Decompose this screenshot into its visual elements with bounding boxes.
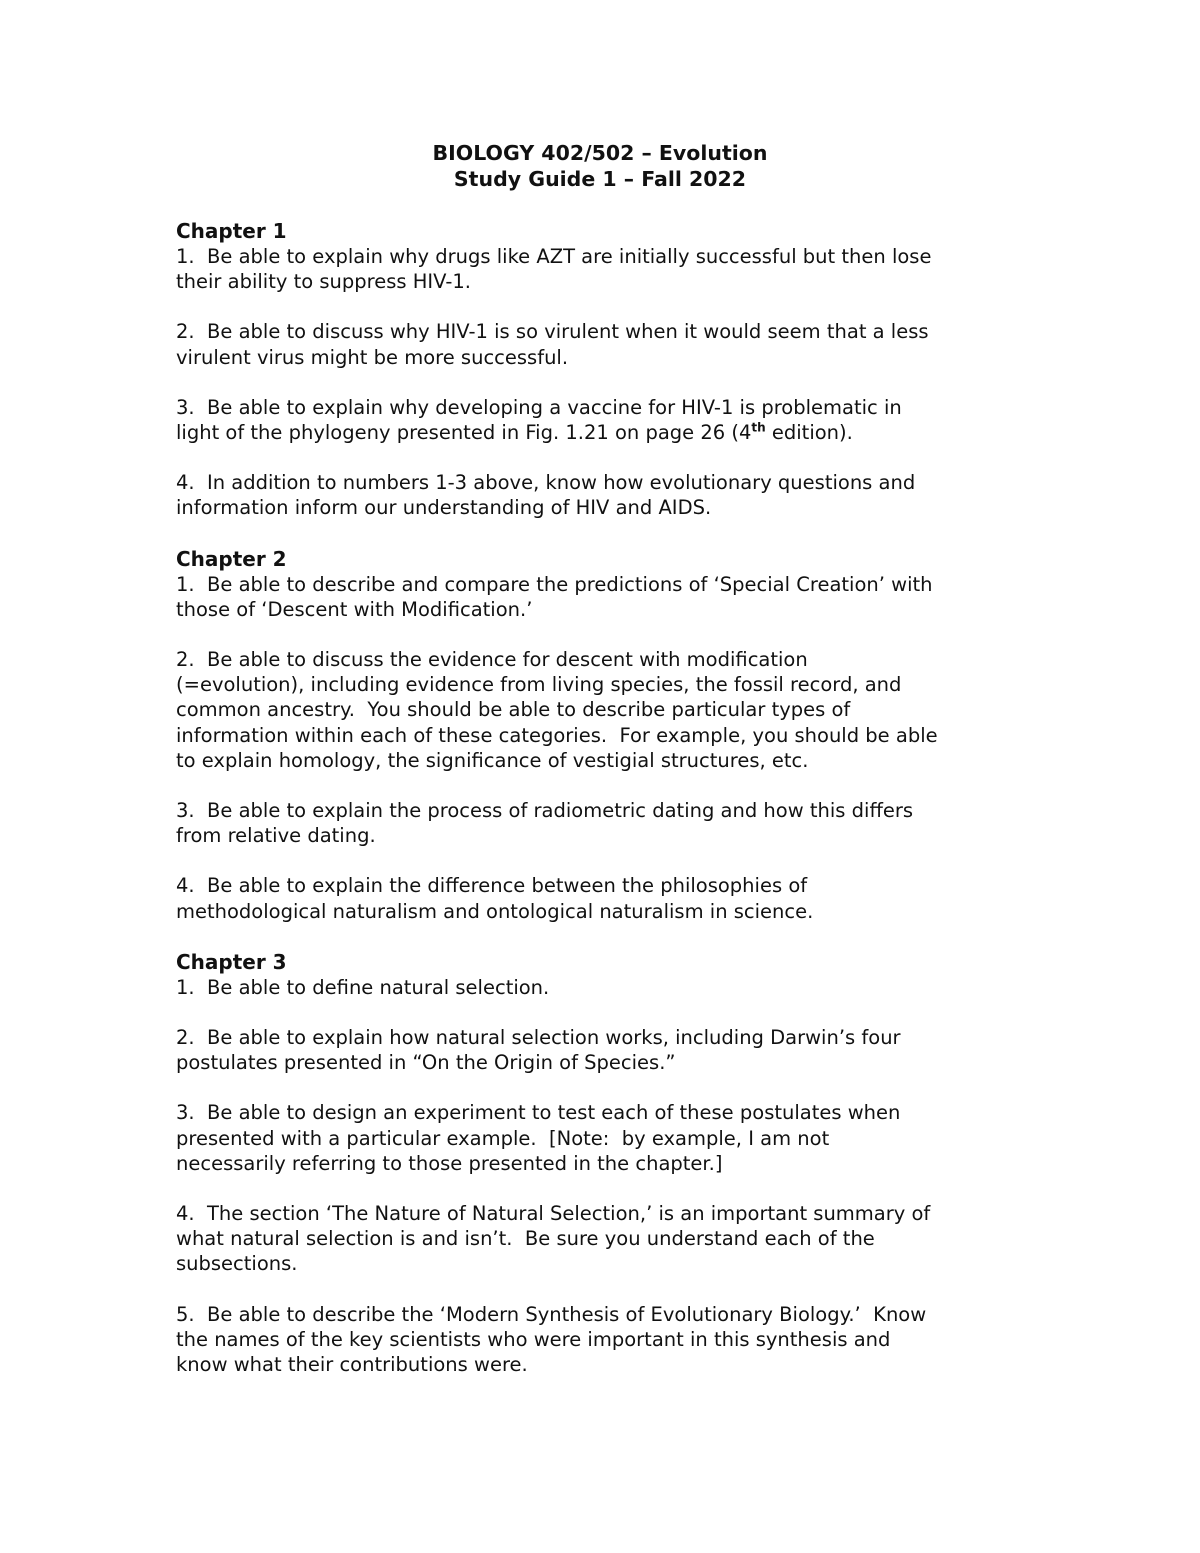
item-line: methodological naturalism and ontological naturalism in science.: [176, 899, 814, 923]
item-line: from relative dating.: [176, 824, 376, 848]
item-line: what natural selection is and isn’t. Be sure you understand each of the: [176, 1227, 875, 1251]
item-line: 4. Be able to explain the difference between the philosophies of: [176, 874, 808, 898]
item-line: 4. In addition to numbers 1-3 above, know how evolutionary questions and: [176, 471, 916, 495]
item-line: the names of the key scientists who were important in this synthesis and: [176, 1327, 891, 1351]
chapter-2-section: [176, 546, 1036, 924]
chapter-3-heading: Chapter 3: [176, 949, 287, 974]
title-line-1: BIOLOGY 402/502 – Evolution: [432, 141, 768, 165]
chapter-1-section: [176, 218, 1036, 521]
chapter-1-item-1: [176, 244, 1036, 294]
item-line: information inform our understanding of HIV and AIDS.: [176, 496, 712, 520]
item-line: common ancestry. You should be able to describe particular types of: [176, 698, 851, 722]
chapter-3-item-1: [176, 975, 1036, 1000]
chapter-3-item-4: [176, 1201, 1036, 1277]
item-line: 3. Be able to design an experiment to test each of these postulates when: [176, 1101, 901, 1125]
chapter-3-section: [176, 949, 1036, 1377]
item-line: those of ‘Descent with Modification.’: [176, 597, 533, 621]
chapter-1-item-2: [176, 319, 1036, 369]
item-line: subsections.: [176, 1252, 298, 1276]
item-line: to explain homology, the significance of vestigial structures, etc.: [176, 748, 809, 772]
chapter-1-item-4: [176, 470, 1036, 520]
title-line-2: Study Guide 1 – Fall 2022: [453, 167, 747, 191]
item-line: [176, 420, 1036, 445]
item-line: (=evolution), including evidence from living species, the fossil record, and: [176, 673, 902, 697]
chapter-3-item-2: [176, 1025, 1036, 1075]
document-title: [176, 140, 1024, 192]
item-line: virulent virus might be more successful.: [176, 345, 569, 369]
item-line-text: light of the phylogeny presented in Fig. 1.21 on page 26 (4: [176, 421, 752, 445]
chapter-2-item-1: [176, 572, 1036, 622]
chapter-2-item-2: [176, 647, 1036, 773]
item-line: 3. Be able to explain why developing a vaccine for HIV-1 is problematic in: [176, 395, 902, 419]
item-line: 2. Be able to discuss why HIV-1 is so virulent when it would seem that a less: [176, 320, 929, 344]
chapter-2-item-3: [176, 798, 1036, 848]
item-line: their ability to suppress HIV-1.: [176, 270, 472, 294]
item-line: necessarily referring to those presented in the chapter.]: [176, 1151, 723, 1175]
chapter-3-item-5: [176, 1302, 1036, 1378]
item-line: presented with a particular example. [Note: by example, I am not: [176, 1126, 830, 1150]
item-line: 1. Be able to explain why drugs like AZT are initially successful but then lose: [176, 245, 932, 268]
chapter-1-item-3: [176, 395, 1036, 445]
item-line: 1. Be able to define natural selection.: [176, 975, 550, 999]
chapter-1-heading: Chapter 1: [176, 219, 287, 243]
item-line: 5. Be able to describe the ‘Modern Synthesis of Evolutionary Biology.’ Know: [176, 1302, 927, 1326]
item-line: 2. Be able to discuss the evidence for descent with modification: [176, 648, 808, 672]
chapter-2-heading: Chapter 2: [176, 546, 287, 571]
item-line: 4. The section ‘The Nature of Natural Selection,’ is an important summary of: [176, 1202, 931, 1226]
chapter-2-item-4: [176, 873, 1036, 923]
item-line: 3. Be able to explain the process of radiometric dating and how this differs: [176, 799, 914, 823]
document-page: [176, 140, 1036, 1402]
item-line: postulates presented in “On the Origin of Species.”: [176, 1051, 676, 1075]
item-line: 2. Be able to explain how natural selection works, including Darwin’s four: [176, 1026, 901, 1050]
item-line: know what their contributions were.: [176, 1353, 528, 1377]
chapter-3-item-3: [176, 1100, 1036, 1176]
item-line-text: edition).: [765, 421, 853, 445]
superscript: th: [751, 420, 766, 435]
item-line: 1. Be able to describe and compare the predictions of ‘Special Creation’ with: [176, 572, 933, 596]
item-line: information within each of these categories. For example, you should be able: [176, 723, 938, 747]
